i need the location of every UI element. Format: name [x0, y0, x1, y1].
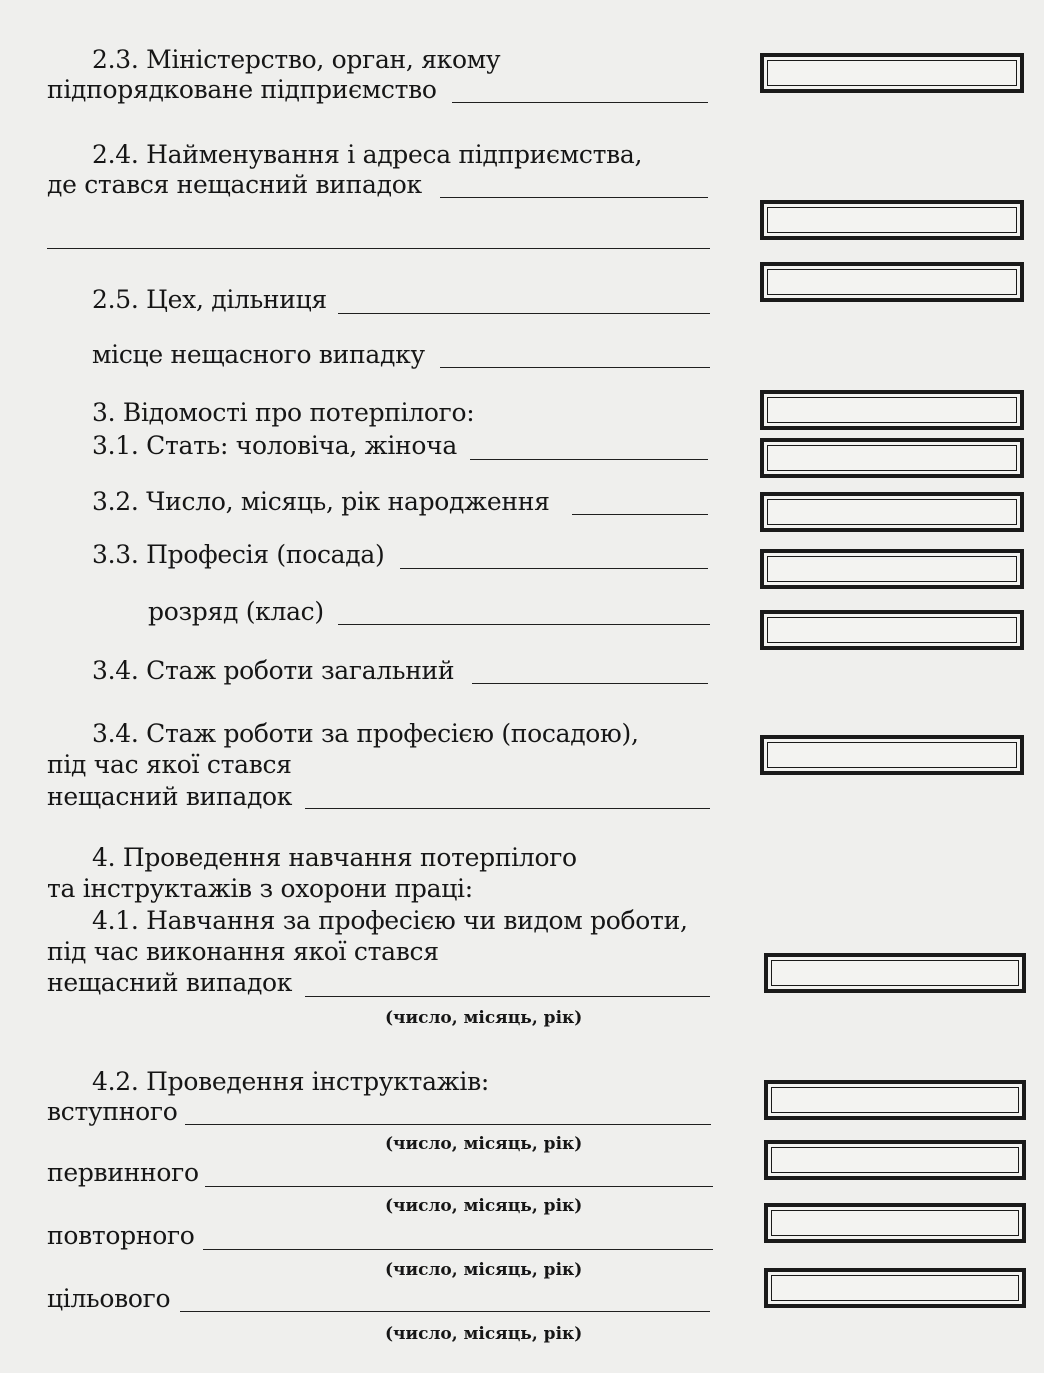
training-label-line2: під час виконання якої стався: [47, 937, 439, 966]
grade-label: розряд (клас): [148, 597, 324, 626]
victim-info-code-box[interactable]: [760, 390, 1024, 430]
grade-code-box[interactable]: [760, 610, 1024, 650]
repeated-date-caption: (число, місяць, рік): [385, 1260, 583, 1280]
grade-field[interactable]: [338, 624, 710, 625]
accident-place-label: місце нещасного випадку: [92, 340, 425, 369]
enterprise-name-field[interactable]: [440, 197, 708, 198]
birth-date-field[interactable]: [572, 514, 708, 515]
targeted-date-caption: (число, місяць, рік): [385, 1324, 583, 1344]
primary-briefing-date-field[interactable]: [205, 1186, 713, 1187]
section-4-title-line2: та інструктажів з охорони праці:: [47, 874, 473, 903]
briefings-title: 4.2. Проведення інструктажів:: [92, 1067, 489, 1096]
training-date-field[interactable]: [305, 996, 710, 997]
workshop-code-box[interactable]: [760, 262, 1024, 302]
primary-briefing-code-box[interactable]: [764, 1140, 1026, 1180]
profession-experience-field[interactable]: [305, 808, 710, 809]
total-experience-label: 3.4. Стаж роботи загальний: [92, 656, 455, 685]
birth-date-label: 3.2. Число, місяць, рік народження: [92, 487, 550, 516]
repeated-briefing-date-field[interactable]: [203, 1249, 713, 1250]
birth-date-code-box[interactable]: [760, 492, 1024, 532]
gender-label: 3.1. Стать: чоловіча, жіноча: [92, 431, 457, 460]
workshop-field[interactable]: [338, 313, 710, 314]
profession-experience-label-line2: під час якої стався: [47, 750, 292, 779]
total-experience-field[interactable]: [472, 683, 708, 684]
gender-field[interactable]: [470, 459, 708, 460]
training-code-box[interactable]: [764, 953, 1026, 993]
training-date-caption: (число, місяць, рік): [385, 1008, 583, 1028]
profession-field[interactable]: [400, 568, 708, 569]
introductory-briefing-date-field[interactable]: [185, 1124, 711, 1125]
ministry-field[interactable]: [452, 102, 708, 103]
primary-date-caption: (число, місяць, рік): [385, 1196, 583, 1216]
profession-experience-label-line1: 3.4. Стаж роботи за професією (посадою),: [92, 719, 639, 748]
repeated-briefing-code-box[interactable]: [764, 1203, 1026, 1243]
enterprise-address-field[interactable]: [47, 248, 710, 249]
introductory-briefing-code-box[interactable]: [764, 1080, 1026, 1120]
section-3-title: 3. Відомості про потерпілого:: [92, 398, 475, 427]
primary-briefing-label: первинного: [47, 1158, 199, 1187]
accident-place-field[interactable]: [440, 367, 710, 368]
gender-code-box[interactable]: [760, 438, 1024, 478]
targeted-briefing-label: цільового: [47, 1284, 171, 1313]
profession-experience-label-line3: нещасний випадок: [47, 782, 293, 811]
section-2-4-label-line2: де стався нещасний випадок: [47, 170, 422, 199]
training-label-line1: 4.1. Навчання за професією чи видом роботи,: [92, 906, 688, 935]
section-2-3-label-line2: підпорядковане підприємство: [47, 75, 437, 104]
training-label-line3: нещасний випадок: [47, 968, 293, 997]
introductory-date-caption: (число, місяць, рік): [385, 1134, 583, 1154]
repeated-briefing-label: повторного: [47, 1221, 195, 1250]
profession-experience-code-box[interactable]: [760, 735, 1024, 775]
targeted-briefing-code-box[interactable]: [764, 1268, 1026, 1308]
profession-label: 3.3. Професія (посада): [92, 540, 385, 569]
introductory-briefing-label: вступного: [47, 1097, 178, 1126]
section-2-5-workshop-label: 2.5. Цех, дільниця: [92, 285, 327, 314]
ministry-code-box[interactable]: [760, 53, 1024, 93]
section-2-4-label-line1: 2.4. Найменування і адреса підприємства,: [92, 140, 643, 169]
targeted-briefing-date-field[interactable]: [180, 1311, 710, 1312]
section-4-title-line1: 4. Проведення навчання потерпілого: [92, 843, 577, 872]
section-2-3-label-line1: 2.3. Міністерство, орган, якому: [92, 45, 501, 74]
enterprise-code-box[interactable]: [760, 200, 1024, 240]
profession-code-box[interactable]: [760, 549, 1024, 589]
